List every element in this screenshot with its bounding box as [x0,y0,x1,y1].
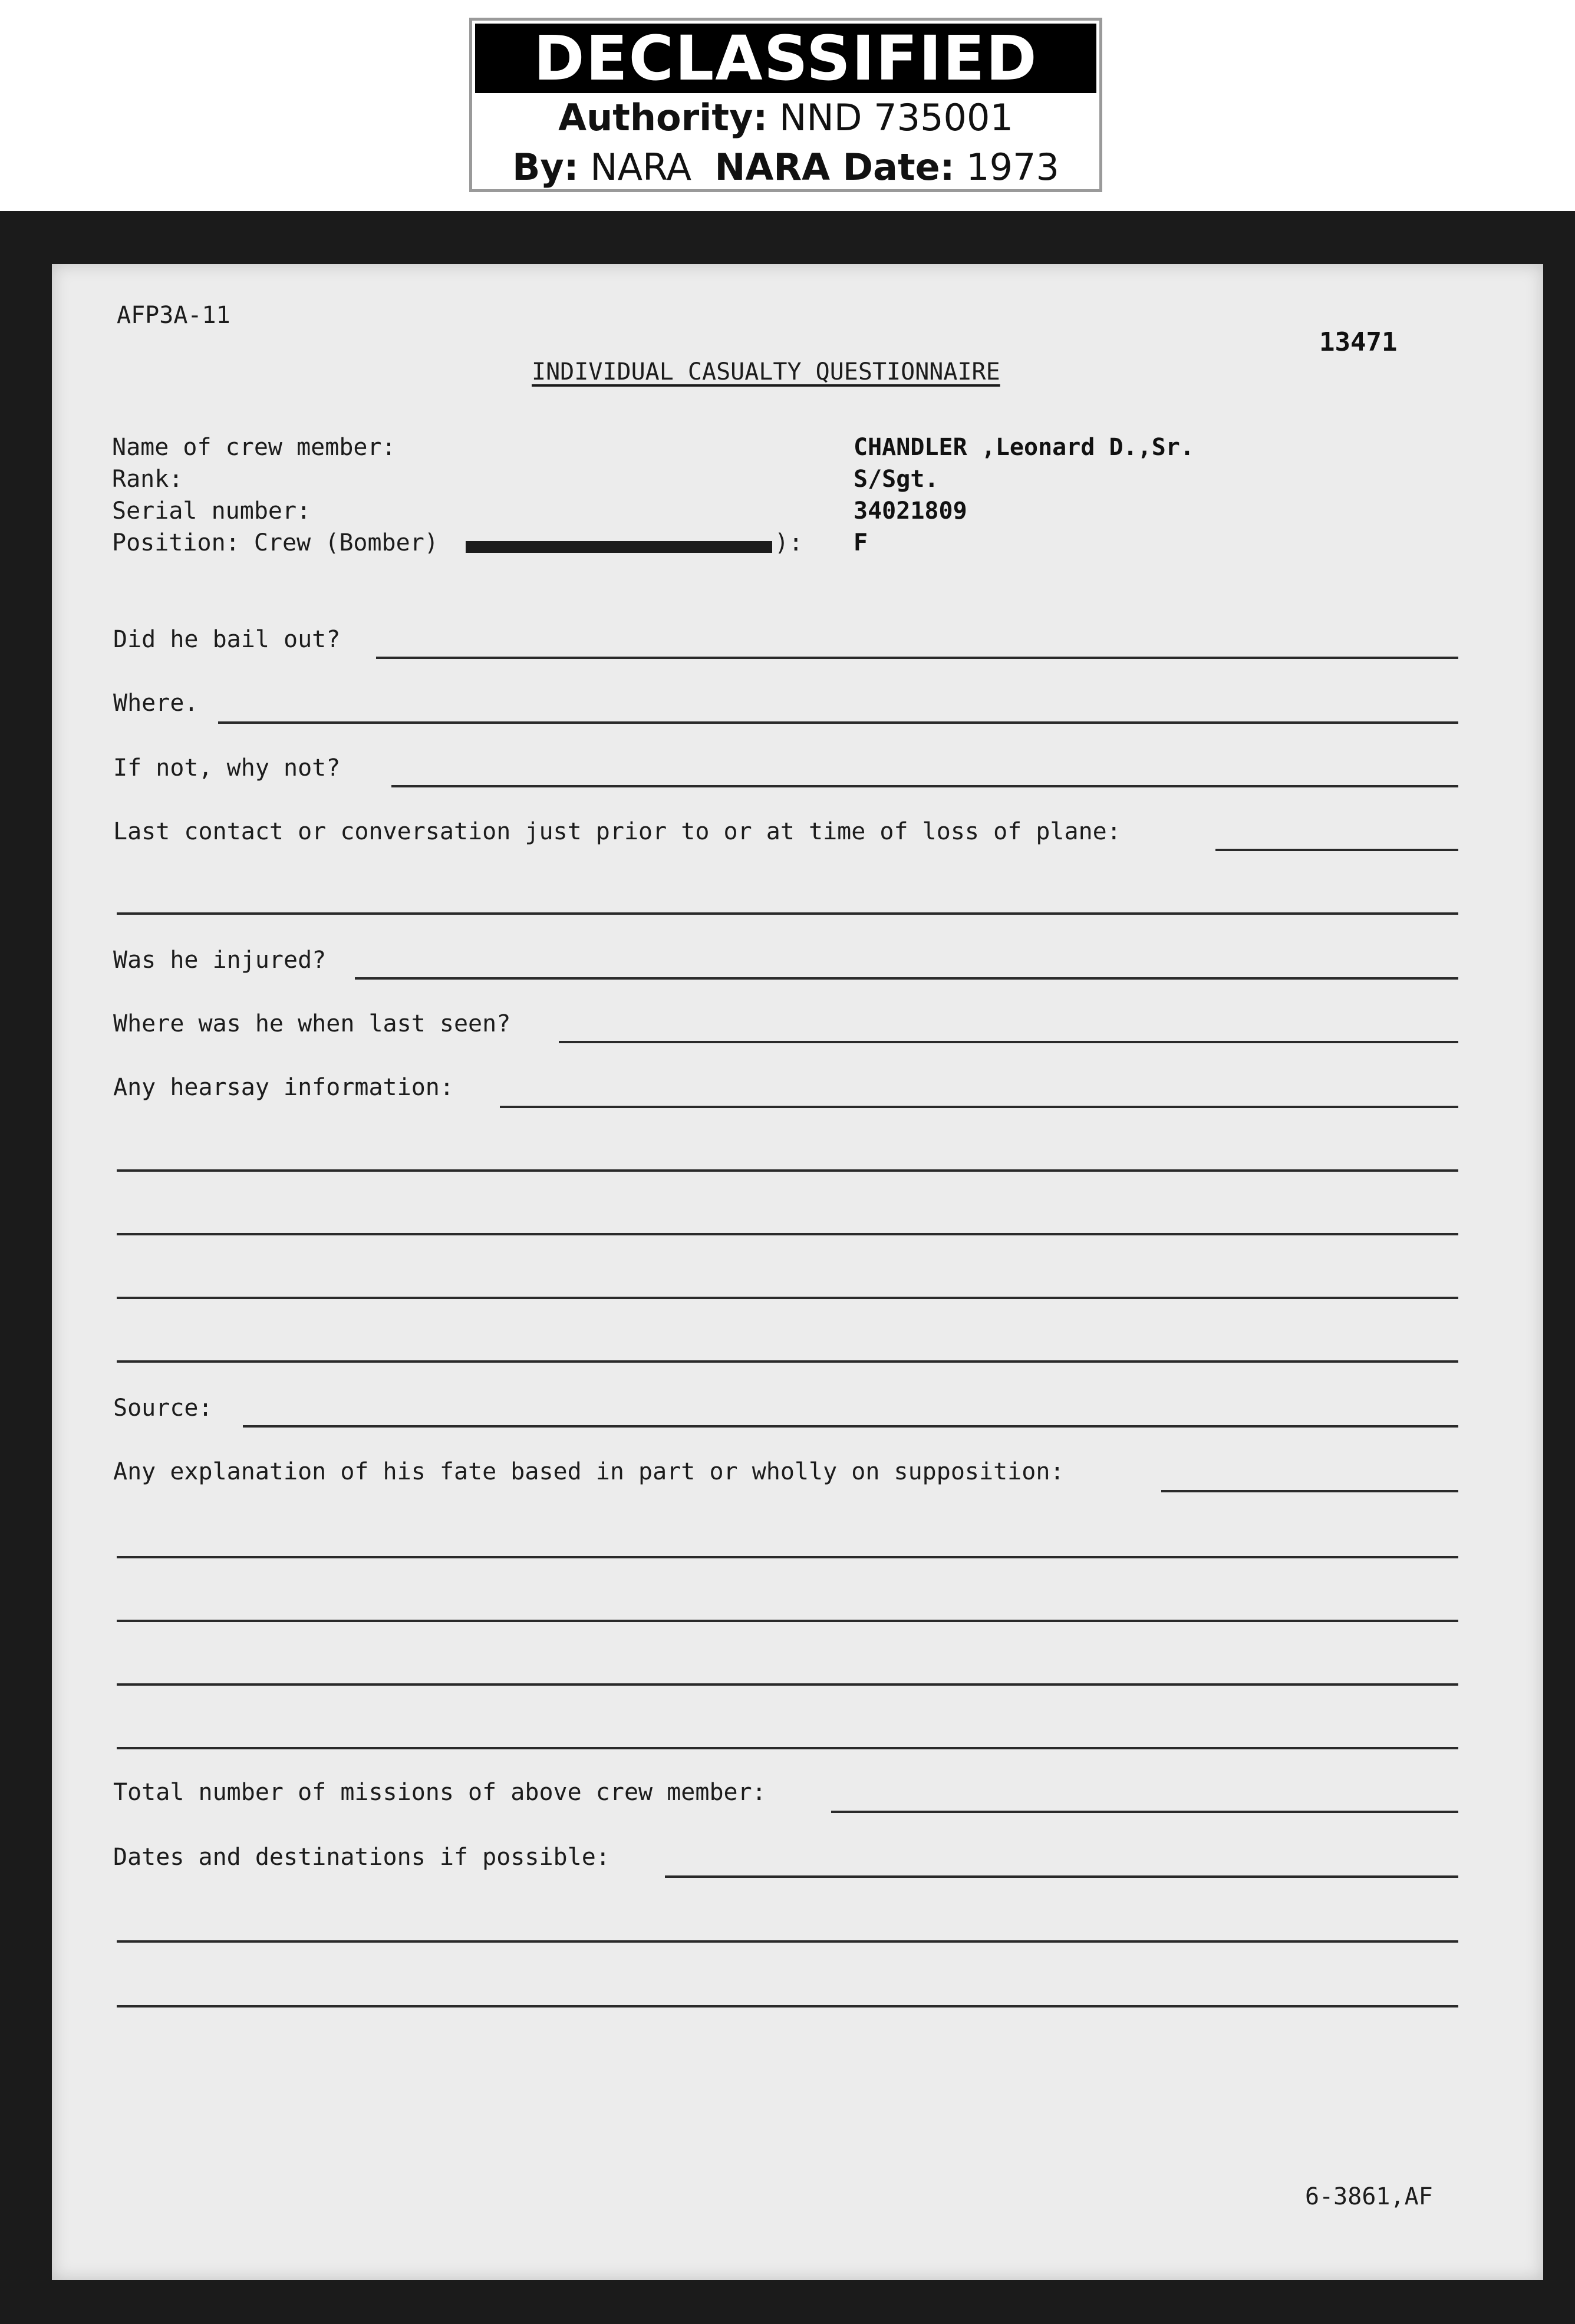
question-missions: Total number of missions of above crew member: [113,1779,766,1806]
answer-line-explanation-2 [117,1556,1458,1558]
answer-line-last-contact-2 [117,912,1458,915]
position-colon: ): [775,529,803,556]
stamp-authority-label: Authority: [558,96,768,139]
answer-line-missions [831,1811,1458,1813]
footer-code: 6-3861,AF [1305,2183,1433,2210]
answer-line-hearsay-4 [117,1297,1458,1299]
answer-line-hearsay [500,1106,1458,1108]
serial-label: Serial number: [112,497,311,525]
form-id: AFP3A-11 [117,302,230,329]
answer-line-if-not [391,785,1458,787]
answer-line-hearsay-2 [117,1169,1458,1172]
answer-line-explanation-3 [117,1620,1458,1622]
question-injured: Was he injured? [113,947,327,974]
name-label: Name of crew member: [112,434,396,461]
question-dates: Dates and destinations if possible: [113,1844,610,1871]
answer-line-explanation-4 [117,1683,1458,1686]
answer-line-dates [665,1875,1458,1878]
question-where: Where. [113,690,199,717]
question-last-seen: Where was he when last seen? [113,1010,511,1037]
question-bail-out: Did he bail out? [113,626,341,653]
question-hearsay: Any hearsay information: [113,1074,454,1101]
stamp-date-label: NARA Date: [714,146,955,189]
position-label: Position: Crew (Bomber) [112,529,439,556]
answer-line-where [218,721,1458,724]
answer-line-injured [355,977,1458,980]
stamp-authority [472,93,1099,143]
stamp-by-label: By: [512,146,579,189]
answer-line-dates-3 [117,2005,1458,2007]
stamp-date-value: 1973 [966,146,1059,189]
rank-value: S/Sgt. [854,466,939,493]
answer-line-source [243,1425,1458,1428]
answer-line-hearsay-3 [117,1233,1458,1235]
serial-value: 34021809 [854,497,967,525]
answer-line-hearsay-5 [117,1360,1458,1363]
position-value: F [854,529,868,556]
stamp-by-line [472,143,1099,192]
stamp-title: DECLASSIFIED [475,24,1096,93]
questionnaire-page [52,264,1543,2280]
question-explanation: Any explanation of his fate based in part or wholly on supposition: [113,1458,1065,1485]
declassified-stamp [469,18,1102,192]
answer-line-explanation-5 [117,1747,1458,1749]
rank-label: Rank: [112,466,183,493]
stamp-authority-value: NND 735001 [779,96,1013,139]
answer-line-bail-out [376,657,1458,659]
answer-line-explanation [1161,1490,1458,1492]
redacted-text [466,541,772,553]
question-source: Source: [113,1395,213,1422]
form-title: INDIVIDUAL CASUALTY QUESTIONNAIRE [532,358,1000,385]
question-last-contact: Last contact or conversation just prior to or at time of loss of plane: [113,818,1121,845]
answer-line-dates-2 [117,1940,1458,1943]
name-value: CHANDLER ,Leonard D.,Sr. [854,434,1194,461]
question-if-not: If not, why not? [113,754,341,782]
document-number: 13471 [1319,327,1398,357]
stamp-by-value: NARA [590,146,692,189]
answer-line-last-seen [559,1041,1458,1043]
answer-line-last-contact [1215,849,1458,851]
